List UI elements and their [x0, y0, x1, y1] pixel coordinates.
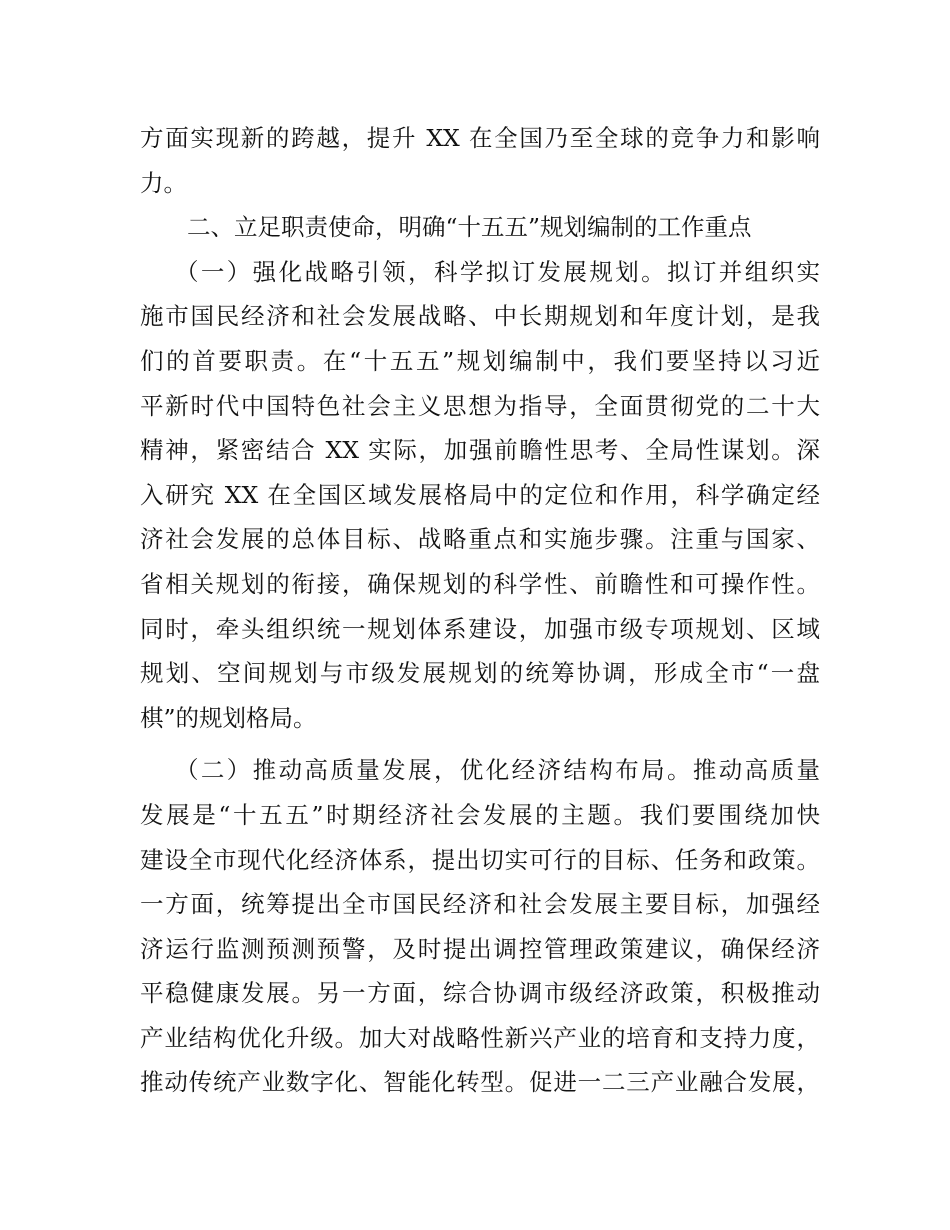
- text-line: 入研究 XX 在全国区域发展格局中的定位和作用，科学确定经: [140, 480, 820, 509]
- text-line: 方面实现新的跨越，提升 XX 在全国乃至全球的竞争力和影响: [140, 124, 820, 152]
- section-heading: [140, 205, 820, 250]
- text-line: 同时，牵头组织统一规划体系建设，加强市级专项规划、区域: [140, 614, 820, 643]
- text-line: 济运行监测预测预警，及时提出调控管理政策建议，确保经济: [140, 934, 820, 963]
- paragraph-continuation: [140, 116, 820, 205]
- text-line: 施市国民经济和社会发展战略、中长期规划和年度计划，是我: [140, 302, 820, 331]
- text-line: 平新时代中国特色社会主义思想为指导，全面贯彻党的二十大: [140, 391, 820, 420]
- paragraph-2: [140, 748, 820, 1105]
- paragraph-1: [140, 250, 820, 741]
- text-line: 们的首要职责。在“十五五”规划编制中，我们要坚持以习近: [140, 346, 820, 375]
- text-line: 建设全市现代化经济体系，提出切实可行的目标、任务和政策。: [140, 845, 820, 874]
- text-line: 济社会发展的总体目标、战略重点和实施步骤。注重与国家、: [140, 525, 820, 554]
- text-line: 产业结构优化升级。加大对战略性新兴产业的培育和支持力度，: [140, 1023, 820, 1052]
- text-line: 省相关规划的衔接，确保规划的科学性、前瞻性和可操作性。: [140, 569, 820, 598]
- text-line: 力。: [140, 168, 187, 197]
- text-line: 精神，紧密结合 XX 实际，加强前瞻性思考、全局性谋划。深: [140, 436, 820, 465]
- text-line: 推动传统产业数字化、智能化转型。促进一二三产业融合发展，: [140, 1068, 820, 1097]
- paragraph-gap: [140, 740, 820, 748]
- text-line: 棋”的规划格局。: [140, 703, 317, 732]
- heading-line: 二、立足职责使命，明确“十五五”规划编制的工作重点: [187, 213, 752, 242]
- text-line: （一）强化战略引领，科学拟订发展规划。拟订并组织实: [175, 257, 820, 286]
- text-line: 发展是“十五五”时期经济社会发展的主题。我们要围绕加快: [140, 800, 820, 829]
- text-line: 一方面，统筹提出全市国民经济和社会发展主要目标，加强经: [140, 890, 820, 919]
- text-line: （二）推动高质量发展，优化经济结构布局。推动高质量: [175, 756, 820, 785]
- document-body: [140, 116, 820, 1105]
- text-line: 平稳健康发展。另一方面，综合协调市级经济政策，积极推动: [140, 979, 820, 1008]
- text-line: 规划、空间规划与市级发展规划的统筹协调，形成全市“一盘: [140, 659, 820, 688]
